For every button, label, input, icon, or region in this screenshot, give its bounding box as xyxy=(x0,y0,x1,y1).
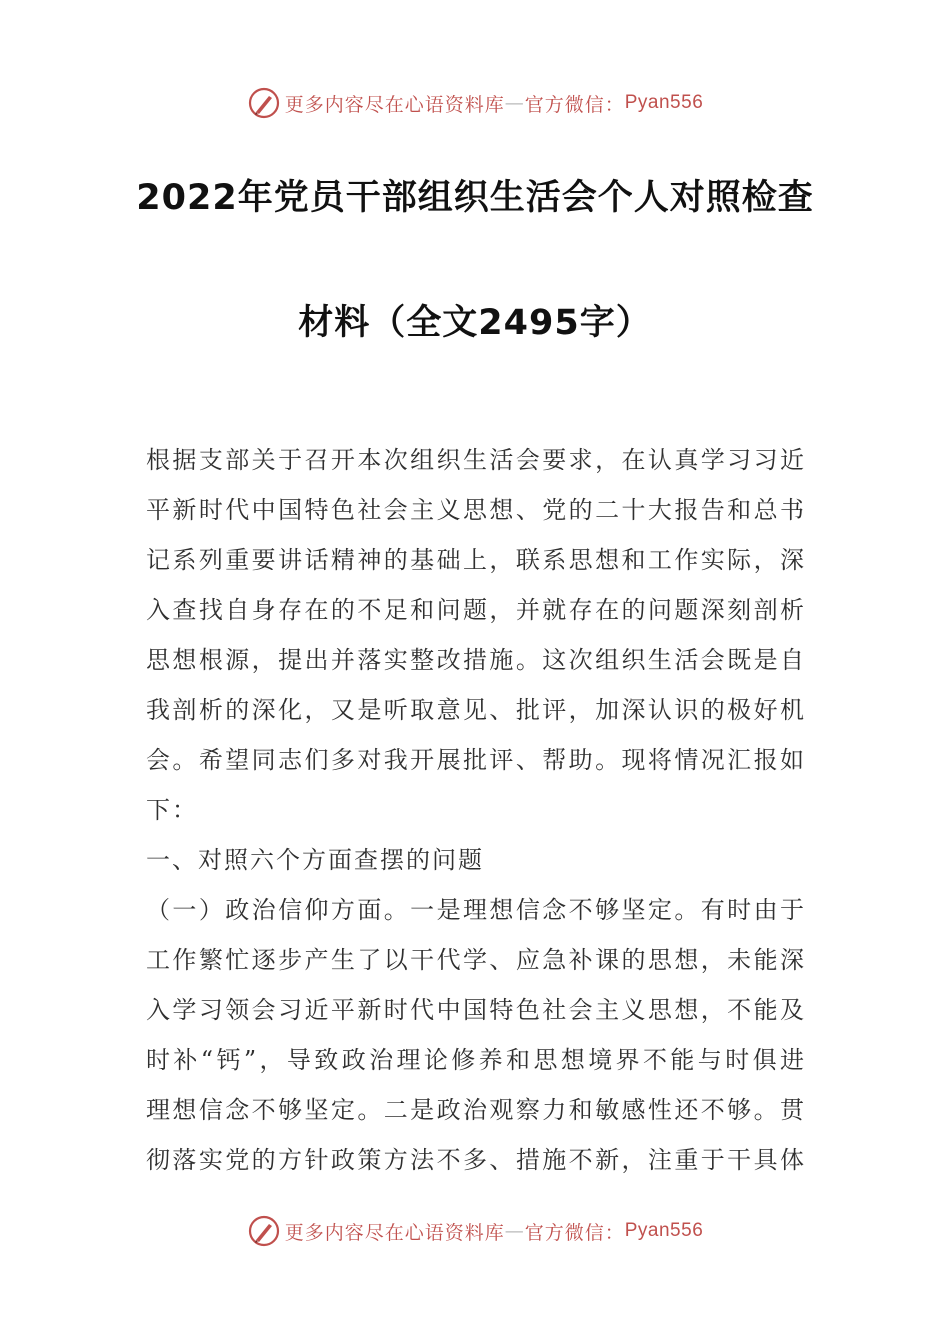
watermark-separator: — xyxy=(504,1220,525,1242)
body-line: 思想根源，提出并落实整改措施。这次组织生活会既是自 xyxy=(146,646,806,674)
watermark-text: 更多内容尽在心语资料库 xyxy=(284,93,505,116)
body-line: 下： xyxy=(146,796,198,824)
watermark-text: 更多内容尽在心语资料库 xyxy=(284,1221,505,1244)
body-line: 平新时代中国特色社会主义思想、党的二十大报告和总书 xyxy=(146,496,806,524)
body-line: 会。希望同志们多对我开展批评、帮助。现将情况汇报如 xyxy=(146,746,806,774)
body-line: 入学习领会习近平新时代中国特色社会主义思想，不能及 xyxy=(146,996,806,1024)
body-line: 时补“钙”，导致政治理论修养和思想境界不能与时俱进 xyxy=(146,1046,806,1074)
watermark-separator: — xyxy=(504,92,525,114)
pen-logo-icon xyxy=(247,86,281,120)
watermark-header xyxy=(0,83,950,123)
body-line: 我剖析的深化，又是听取意见、批评，加深认识的极好机 xyxy=(146,696,806,724)
body-line: 根据支部关于召开本次组织生活会要求，在认真学习习近 xyxy=(146,446,806,474)
body-line: 彻落实党的方针政策方法不多、措施不新，注重于干具体 xyxy=(146,1146,806,1174)
body-line: 工作繁忙逐步产生了以干代学、应急补课的思想，未能深 xyxy=(146,946,806,974)
body-line: 入查找自身存在的不足和问题，并就存在的问题深刻剖析 xyxy=(146,596,806,624)
body-line: （一）政治信仰方面。一是理想信念不够坚定。有时由于 xyxy=(146,896,806,924)
watermark-account-label: 官方微信： xyxy=(524,1221,625,1244)
pen-logo-icon xyxy=(247,1214,281,1248)
section-heading: 一、对照六个方面查摆的问题 xyxy=(146,846,484,874)
watermark-footer xyxy=(0,1211,950,1251)
watermark-account-label: 官方微信： xyxy=(524,93,625,116)
watermark-account-id: Pyan556 xyxy=(624,1220,704,1241)
body-line: 理想信念不够坚定。二是政治观察力和敏感性还不够。贯 xyxy=(146,1096,806,1124)
watermark-account-id: Pyan556 xyxy=(624,92,704,113)
document-body xyxy=(146,435,806,1185)
document-title-line-2: 材料（全文2495字） xyxy=(298,303,652,343)
document-title-line-1: 2022年党员干部组织生活会个人对照检查 xyxy=(136,178,814,218)
body-line: 记系列重要讲话精神的基础上，联系思想和工作实际，深 xyxy=(146,546,806,574)
